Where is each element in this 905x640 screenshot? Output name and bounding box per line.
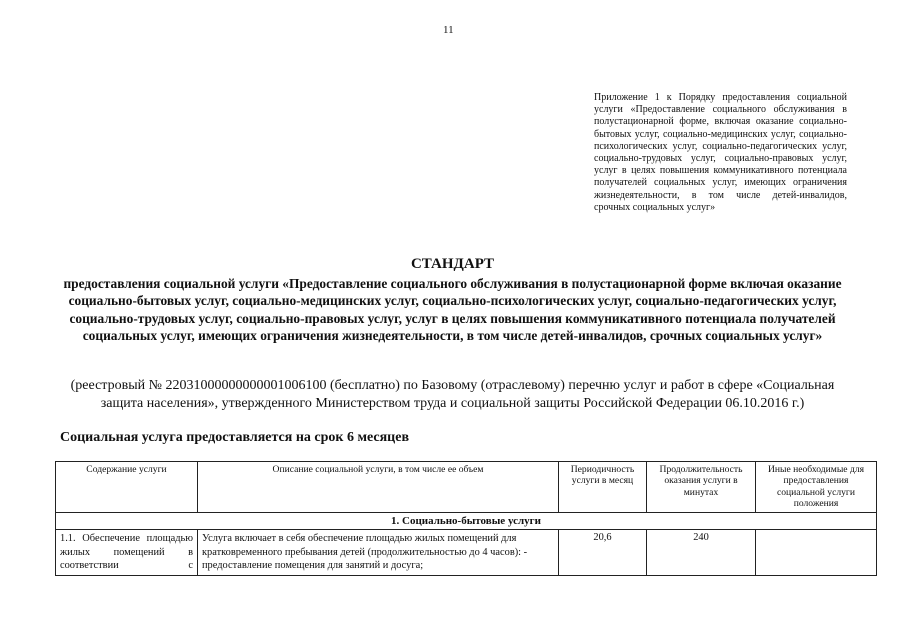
table-row [56, 530, 877, 576]
header-duration: Продолжительность оказания услуги в минутах [647, 462, 756, 513]
standard-subtitle: предоставления социальной услуги «Предоставление социального обслуживания в полустационарной форме включая оказание социально-бытовых услуг, социально-медицинских услуг, социально-психологических услуг, социально-педагогических услуг, социально-трудовых услуг, социально-правовых услуг, услуг в целях повышения коммуникативного потенциала получателей социальных услуг, имеющих ограничения жизнедеятельности, в том числе детей-инвалидов, срочных социальных услуг» [63, 276, 842, 344]
page-number: 11 [443, 24, 454, 36]
service-term: Социальная услуга предоставляется на срок 6 месяцев [60, 430, 410, 445]
row-description: Услуга включает в себя обеспечение площадью жилых помещений для кратковременного пребывания детей (продолжительностью до 4 часов): - предоставление помещения для занятий и досуга; [198, 530, 559, 576]
table-header-row [56, 462, 877, 513]
row-duration: 240 [647, 530, 756, 576]
header-frequency: Периодичность услуги в месяц [559, 462, 647, 513]
standard-title: СТАНДАРТ [410, 256, 495, 272]
registry-note: (реестровый № 22031000000000001006100 (бесплатно) по Базовому (отраслевому) перечню услуг и работ в сфере «Социальная защита населения», утвержденного Министерством труда и социальной защиты Российской Федерации 06.10.2016 г.) [70, 378, 835, 411]
row-content: 1.1. Обеспечение площадью жилых помещений в соответствии с [56, 530, 198, 576]
header-content: Содержание услуги [56, 462, 198, 513]
header-description: Описание социальной услуги, в том числе ее объем [198, 462, 559, 513]
section-row [56, 513, 877, 530]
services-table [55, 461, 877, 576]
section-title: 1. Социально-бытовые услуги [56, 513, 877, 530]
row-frequency: 20,6 [559, 530, 647, 576]
appendix-note: Приложение 1 к Порядку предоставления социальной услуги «Предоставление социального обслуживания в полустационарной форме, включая оказание социально-бытовых услуг, социально-медицинских услуг, социально-психологических услуг, социально-педагогических услуг, социально-трудовых услуг, социально-правовых услуг, услуг в целях повышения коммуникативного потенциала получателей социальных услуг, имеющих ограничения жизнедеятельности, в том числе детей-инвалидов, срочных социальных услуг» [594, 92, 847, 213]
header-other: Иные необходимые для предоставления социальной услуги положения [756, 462, 877, 513]
row-other [756, 530, 877, 576]
